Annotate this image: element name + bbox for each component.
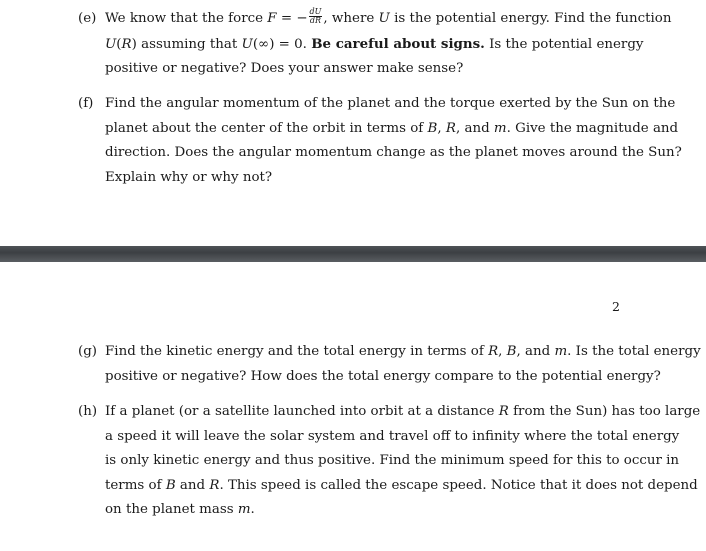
item-label: (e) [78, 11, 97, 26]
text-line: is only kinetic energy and thus positive. Find the minimum speed for this to occur in [105, 453, 680, 469]
text-line: a speed it will leave the solar system and travel off to infinity where the total energy [105, 428, 680, 444]
text-line: terms of B and R. This speed is called the escape speed. Notice that it does not depend [105, 477, 698, 493]
text-line: Explain why or why not? [105, 169, 273, 185]
problem-item-e [78, 7, 672, 82]
item-label: (f) [78, 96, 94, 111]
derivative-fraction: $\frac{dU}{dR}$ [309, 7, 322, 25]
problem-item-g [78, 340, 701, 389]
item-text [105, 7, 672, 82]
text-line: positive or negative? How does the total energy compare to the potential energy? [105, 368, 661, 384]
item-text [105, 92, 682, 190]
text-line: planet about the center of the orbit in terms of B, R, and m. Give the magnitude and [105, 120, 679, 136]
item-label: (h) [78, 404, 98, 419]
text-line: direction. Does the angular momentum change as the planet moves around the Sun? [105, 145, 682, 161]
page-2-top [0, 262, 706, 551]
text-line: We know that the force F = − $\frac{dU}{dR}$ , where U is the potential energy. Find the function [105, 7, 672, 26]
page-number: 2 [612, 299, 620, 314]
text-line: positive or negative? Does your answer make sense? [105, 61, 464, 77]
text-line: If a planet (or a satellite launched into orbit at a distance R from the Sun) has too large [105, 404, 701, 419]
text-line: on the planet mass m. [105, 502, 255, 518]
item-text [105, 340, 701, 389]
problem-item-h [78, 400, 701, 523]
item-label: (g) [78, 344, 98, 359]
text-line: Find the kinetic energy and the total energy in terms of R, B, and m. Is the total energy [105, 344, 701, 359]
page-1-bottom [0, 0, 706, 246]
text-line: Find the angular momentum of the planet and the torque exerted by the Sun on the [105, 96, 676, 111]
page-separator [0, 246, 706, 262]
problem-item-f [78, 92, 682, 190]
item-text [105, 400, 701, 523]
text-line: U(R) assuming that U(∞) = 0. Be careful about signs. Is the potential energy [105, 35, 644, 52]
